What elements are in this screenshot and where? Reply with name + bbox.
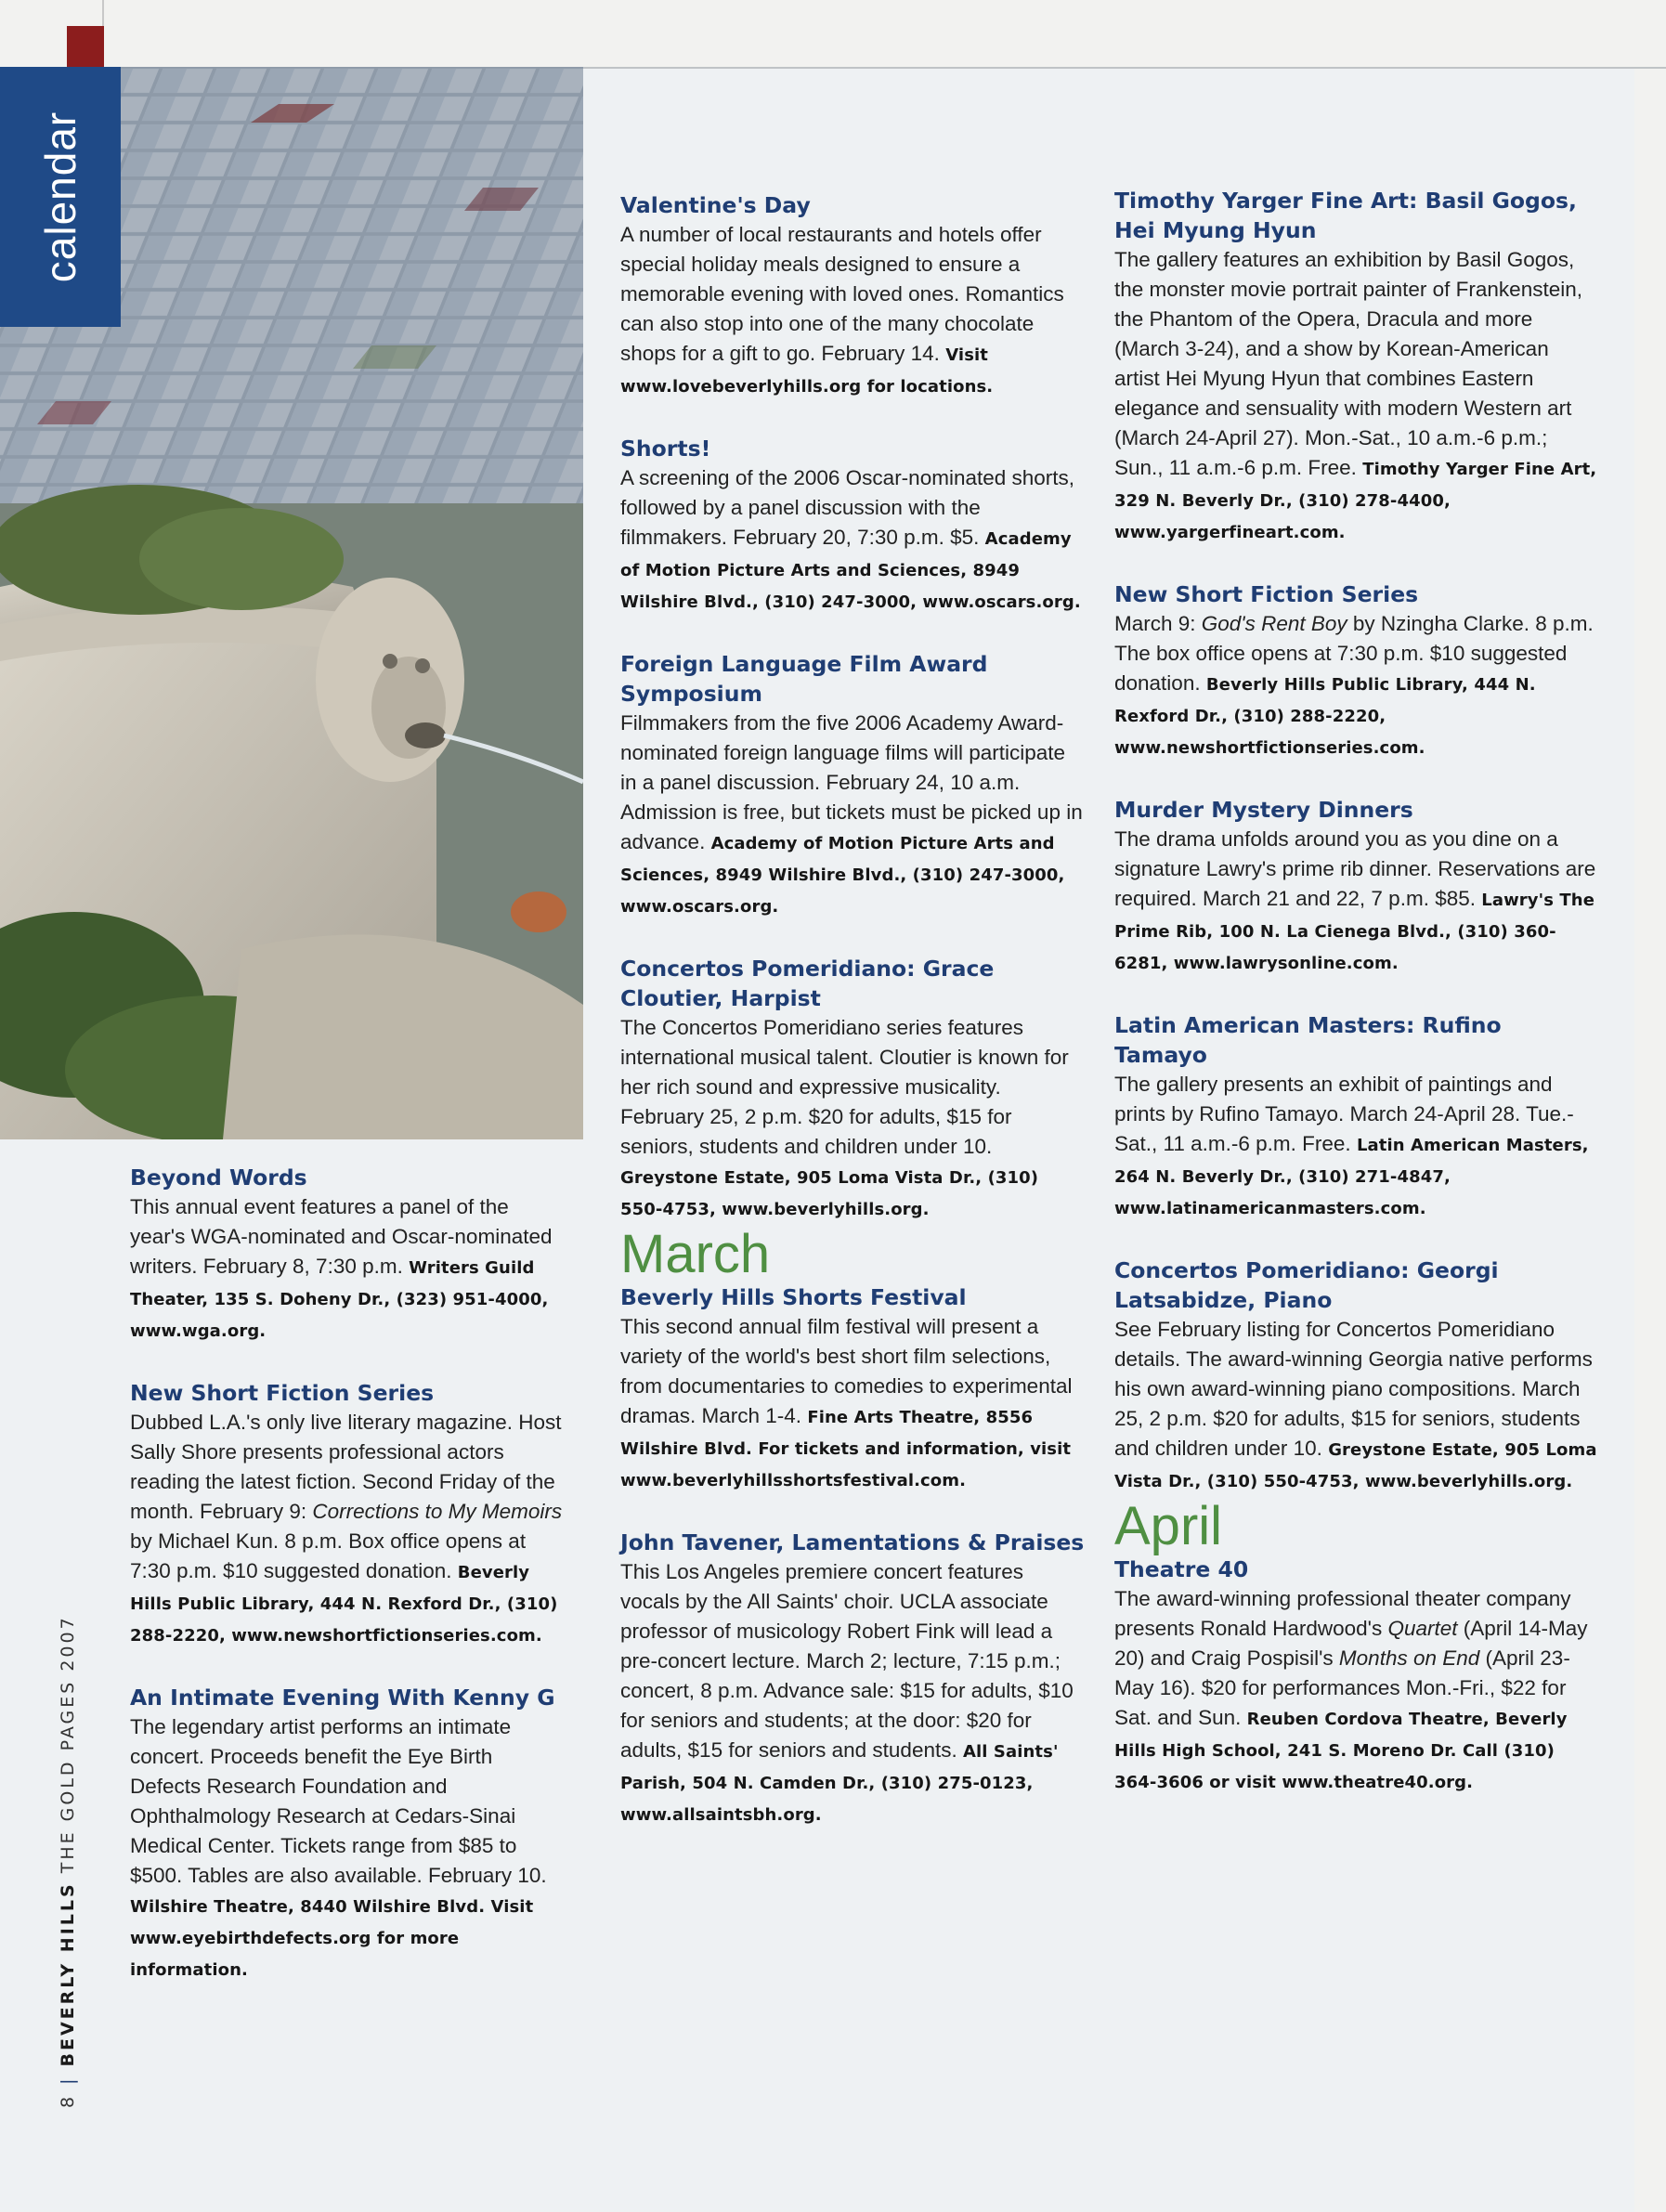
event-entry (1114, 186, 1597, 548)
event-title: New Short Fiction Series (130, 1380, 435, 1406)
event-title: Concertos Pomeridiano: Georgi Latsabidze, Piano (1114, 1257, 1499, 1313)
event-title: Theatre 40 (1114, 1556, 1249, 1582)
event-description: This second annual film festival will present a variety of the world's best short film selections, from documentaries to comedies to experimental dramas. March 1-4. Fine Arts Theatre, 8556 Wilshire Blvd. For tickets and information, visit www.beverlyhillsshortsfestival.com. (620, 1315, 1073, 1490)
event-title: Concertos Pomeridiano: Grace Cloutier, Harpist (620, 956, 995, 1011)
column-3 (1114, 186, 1597, 1829)
event-description: See February listing for Concertos Pomeridiano details. The award-winning Georgia native performs his own award-winning piano compositions. March 25, 2 p.m. $20 for adults, $15 for seniors, students and children under 10. Greystone Estate, 905 Loma Vista Dr., (310) 550-4753, www.beverlyhills.org. (1114, 1318, 1597, 1491)
event-entry (620, 954, 1085, 1225)
month-heading-march: March (620, 1224, 771, 1284)
section-tab (0, 67, 121, 327)
event-title: Valentine's Day (620, 192, 811, 218)
red-corner-tab (67, 26, 104, 67)
event-venue: Writers Guild Theater, 135 S. Doheny Dr., (323) 951-4000, www.wga.org. (130, 1258, 549, 1341)
event-entry (620, 1528, 1085, 1830)
month-heading-april: April (1114, 1496, 1223, 1556)
event-description: This annual event features a panel of the year's WGA-nominated and Oscar-nominated writers. February 8, 7:30 p.m. Writers Guild Theater, 135 S. Doheny Dr., (323) 951-4000, www.wga.org. (130, 1195, 553, 1341)
event-title: An Intimate Evening With Kenny G (130, 1685, 555, 1711)
page-number: 8 (58, 2093, 78, 2108)
event-description: The legendary artist performs an intimate concert. Proceeds benefit the Eye Birth Defects Research Foundation and Ophthalmology Research at Cedars-Sinai Medical Center. Tickets range from $85 to $500. Tables are also available. February 10. Wilshire Theatre, 8440 Wilshire Blvd. Visit www.eyebirthdefects.org for more information. (130, 1715, 547, 1980)
event-title: Latin American Masters: Rufino Tamayo (1114, 1012, 1502, 1068)
publication-name: BEVERLY HILLS (58, 1881, 78, 2067)
event-description: The drama unfolds around you as you dine on a signature Lawry's prime rib dinner. Reservations are required. March 21 and 22, 7 p.m. $85. Lawry's The Prime Rib, 100 N. La Cienega Blvd., (310) 360-6281, www.lawrysonline.com. (1114, 827, 1596, 973)
event-entry (130, 1378, 566, 1651)
event-description: The Concertos Pomeridiano series features international musical talent. Cloutier is known for her rich sound and expressive musicality. February 25, 2 p.m. $20 for adults, $15 for seniors, students and children under 10. Greystone Estate, 905 Loma Vista Dr., (310) 550-4753, www.beverlyhills.org. (620, 1016, 1069, 1219)
event-entry (620, 1282, 1085, 1496)
event-description: A number of local restaurants and hotels offer special holiday meals designed to ensure a memorable evening with loved ones. Romantics can also stop into one of the many chocolate shops for a gift to go. February 14. Visit www.lovebeverlyhills.org for locations. (620, 223, 1064, 397)
event-venue: Fine Arts Theatre, 8556 Wilshire Blvd. For tickets and information, visit www.beverlyhillsshortsfestival.com. (620, 1408, 1072, 1490)
section-label: calendar (36, 111, 85, 283)
event-venue: Timothy Yarger Fine Art, 329 N. Beverly Dr., (310) 278-4400, www.yargerfineart.com. (1114, 460, 1597, 542)
event-venue: Reuben Cordova Theatre, Beverly Hills High School, 241 S. Moreno Dr. Call (310) 364-3606 or visit www.theatre40.org. (1114, 1710, 1568, 1792)
event-venue: Beverly Hills Public Library, 444 N. Rexford Dr., (310) 288-2220, www.newshortfictionseries.com. (1114, 675, 1536, 758)
event-entry (1114, 795, 1597, 979)
event-entry (620, 649, 1085, 922)
event-entry (620, 190, 1085, 402)
event-entry (620, 434, 1085, 618)
event-description: The award-winning professional theater company presents Ronald Hardwood's Quartet (April 14-May 20) and Craig Pospisil's Months on End (April 23-May 16). $20 for performances Mon.-Fri., $22 for Sat. and Sun. Reuben Cordova Theatre, Beverly Hills High School, 241 S. Moreno Dr. Call (310) 364-3606 or visit www.theatre40.org. (1114, 1587, 1588, 1792)
event-title: Beyond Words (130, 1165, 307, 1191)
event-title: Foreign Language Film Award Symposium (620, 651, 988, 707)
event-description: The gallery presents an exhibit of paintings and prints by Rufino Tamayo. March 24-April 28. Tue.-Sat., 11 a.m.-6 p.m. Free. Latin American Masters, 264 N. Beverly Dr., (310) 271-4847, www.latinamericanmasters.com. (1114, 1073, 1589, 1218)
event-venue: Wilshire Theatre, 8440 Wilshire Blvd. Visit www.eyebirthdefects.org for more information. (130, 1897, 534, 1980)
event-venue: Lawry's The Prime Rib, 100 N. La Cienega Blvd., (310) 360-6281, www.lawrysonline.com. (1114, 891, 1594, 973)
event-venue: All Saints' Parish, 504 N. Camden Dr., (310) 275-0123, www.allsaintsbh.org. (620, 1742, 1059, 1825)
event-description: Filmmakers from the five 2006 Academy Award-nominated foreign language films will participate in a panel discussion. February 24, 10 a.m. Admission is free, but tickets must be picked up in advance. Academy of Motion Picture Arts and Sciences, 8949 Wilshire Blvd., (310) 247-3000, www.oscars.org. (620, 711, 1083, 917)
event-venue: Visit www.lovebeverlyhills.org for locations. (620, 345, 994, 397)
event-description: Dubbed L.A.'s only live literary magazine. Host Sally Shore presents professional actors reading the latest fiction. Second Friday of the month. February 9: Corrections to My Memoirs by Michael Kun. 8 p.m. Box office opens at 7:30 p.m. $10 suggested donation. Beverly Hills Public Library, 444 N. Rexford Dr., (310) 288-2220, www.newshortfictionseries.com. (130, 1411, 563, 1646)
event-title: Shorts! (620, 436, 711, 462)
event-description: The gallery features an exhibition by Basil Gogos, the monster movie portrait painter of Frankenstein, the Phantom of the Opera, Dracula and more (March 3-24), and a show by Korean-American artist Hei Myung Hyun that combines Eastern elegance and sensuality with modern Western art (March 24-April 27). Mon.-Sat., 10 a.m.-6 p.m.; Sun., 11 a.m.-6 p.m. Free. Timothy Yarger Fine Art, 329 N. Beverly Dr., (310) 278-4400, www.yargerfineart.com. (1114, 248, 1597, 542)
publication-subtitle: THE GOLD PAGES 2007 (58, 1615, 78, 1874)
event-title: Timothy Yarger Fine Art: Basil Gogos, Hei Myung Hyun (1114, 188, 1577, 243)
event-venue: Greystone Estate, 905 Loma Vista Dr., (310) 550-4753, www.beverlyhills.org. (1114, 1440, 1597, 1491)
event-entry (1114, 1555, 1597, 1798)
event-title: New Short Fiction Series (1114, 581, 1419, 607)
event-venue: Greystone Estate, 905 Loma Vista Dr., (310) 550-4753, www.beverlyhills.org. (620, 1168, 1039, 1219)
event-entry (130, 1163, 566, 1347)
event-entry (1114, 1010, 1597, 1224)
event-title: John Tavener, Lamentations & Praises (620, 1529, 1085, 1555)
event-description: A screening of the 2006 Oscar-nominated shorts, followed by a panel discussion with the filmmakers. February 20, 7:30 p.m. $5. Academy of Motion Picture Arts and Sciences, 8949 Wilshire Blvd., (310) 247-3000, www.oscars.org. (620, 466, 1081, 612)
event-description: This Los Angeles premiere concert features vocals by the All Saints' choir. UCLA associate professor of musicology Robert Fink will lead a pre-concert lecture. March 2; lecture, 7:15 p.m.; concert, 8 p.m. Advance sale: $15 for adults, $10 for seniors and students; at the door: $20 for adults, $15 for seniors and students. All Saints' Parish, 504 N. Camden Dr., (310) 275-0123, www.allsaintsbh.org. (620, 1560, 1074, 1825)
event-entry (1114, 579, 1597, 763)
event-description: March 9: God's Rent Boy by Nzingha Clarke. 8 p.m. The box office opens at 7:30 p.m. $10 suggested donation. Beverly Hills Public Library, 444 N. Rexford Dr., (310) 288-2220, www.newshortfictionseries.com. (1114, 612, 1594, 758)
event-venue: Academy of Motion Picture Arts and Sciences, 8949 Wilshire Blvd., (310) 247-3000, www.oscars.org. (620, 834, 1065, 917)
event-title: Beverly Hills Shorts Festival (620, 1284, 967, 1310)
event-venue: Latin American Masters, 264 N. Beverly Dr., (310) 271-4847, www.latinamericanmasters.com. (1114, 1136, 1589, 1218)
column-2 (620, 190, 1085, 1862)
event-title: Murder Mystery Dinners (1114, 797, 1413, 823)
event-venue: Academy of Motion Picture Arts and Sciences, 8949 Wilshire Blvd., (310) 247-3000, www.oscars.org. (620, 529, 1081, 612)
page-folio: 8|BEVERLY HILLS THE GOLD PAGES 2007 (58, 1615, 78, 2108)
event-entry (130, 1683, 566, 1985)
column-1 (130, 1163, 566, 2017)
event-entry (1114, 1256, 1597, 1497)
event-venue: Beverly Hills Public Library, 444 N. Rexford Dr., (310) 288-2220, www.newshortfictionseries.com. (130, 1563, 558, 1646)
